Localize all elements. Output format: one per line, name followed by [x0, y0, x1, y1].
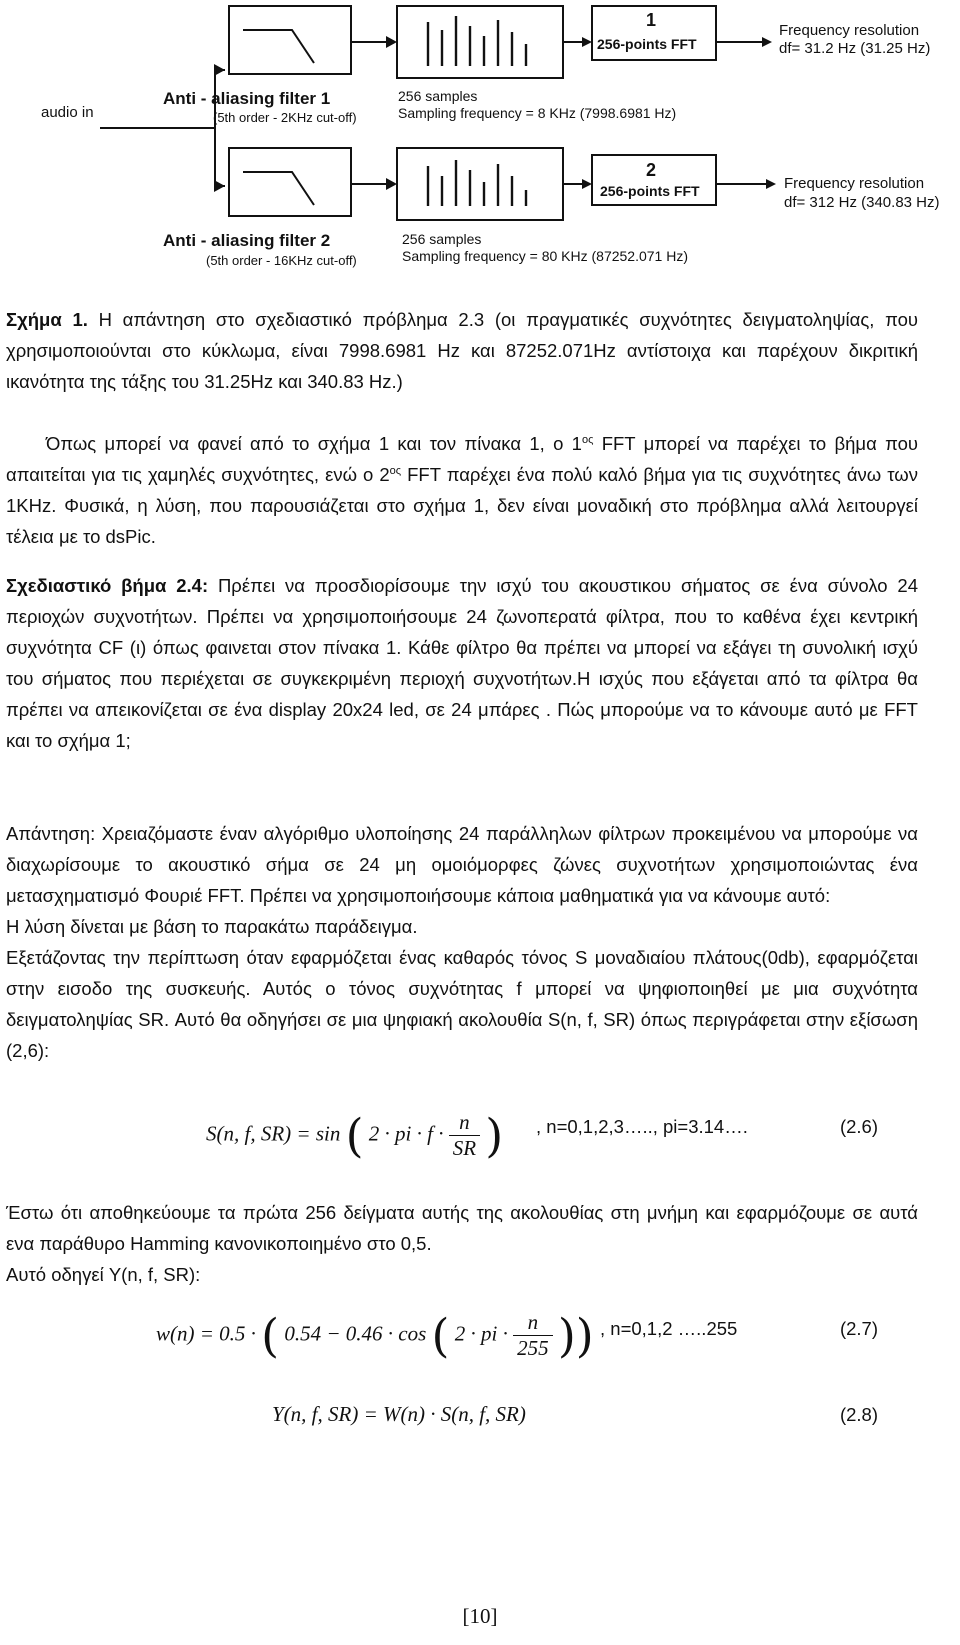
paragraph-design-step: [6, 570, 918, 756]
audio-in-label: audio in: [41, 104, 94, 121]
ordinal-sup-1: ος: [581, 433, 594, 446]
eq27-conditions: , n=0,1,2 …..255: [600, 1318, 738, 1339]
eq26-denominator: SR: [452, 1136, 477, 1160]
samples1-freq: Sampling frequency = 8 KHz (7998.6981 Hz): [398, 105, 677, 121]
eq28-expression: Y(n, f, SR) = W(n) · S(n, f, SR): [272, 1402, 526, 1426]
fft1-label: 256-points FFT: [597, 36, 697, 52]
resolution2-value: df= 312 Hz (340.83 Hz): [784, 194, 940, 211]
fft2-number: 2: [646, 160, 657, 180]
equation-2-8: [6, 1392, 918, 1452]
samples2-count: 256 samples: [402, 231, 482, 247]
design-step-text: Πρέπει να προσδιορίσουμε την ισχύ του ακουστικου σήματος σε ένα σύνολο 24 περιοχών συχνοτήτων. Πρέπει να χρησιμοποιήσουμε 24 ζωνοπερατά φίλτρα, που το καθένα έχει κεντρική συχνότητα CF (ι) όπως φαινεται στον πίνακα 1. Κάθε φίλτρο θα πρέπει να μπορεί να εξάγει τη συνολική ισχύ του σήματος που περιέχεται σε συγκεκριμένη περιοχή συχνοτήτων.Η ισχύς που εξάγεται από τα φίλτρα θα πρέπει να απεικονίζεται σε ένα display 20x24 led, σε 24 μπάρες . Πώς μπορούμε να το κάνουμε αυτό με FFT και το σχήμα 1;: [6, 575, 918, 751]
eq27-denominator: 255: [517, 1336, 549, 1360]
para1-part-a: Όπως μπορεί να φανεί από το σχήμα 1 και τον πίνακα 1, ο 1: [46, 433, 582, 454]
filter2-title: Anti - aliasing filter 2: [163, 231, 331, 250]
ordinal-sup-2: ος: [389, 464, 402, 477]
filter1-title: Anti - aliasing filter 1: [163, 89, 331, 108]
equation-2-6: S(n, f, SR) = sin ( 2 · pi · f · $\frac{n}{SR}$ ) , n=0,1,2,3….., pi=3.14…. (2.6): [206, 1108, 878, 1163]
paragraph-answer: [6, 818, 918, 1066]
design-step-label: Σχεδιαστικό βήμα 2.4:: [6, 575, 209, 596]
answer-text2: Εξετάζοντας την περίπτωση όταν εφαρμόζεται ένας καθαρός τόνος S μοναδιαίου πλάτους(0db), εφαρμόζεται στην εισοδο της συσκευής. Αυτός ο τόνος συχνότητας f μπορεί να ψηφιοποιηθεί με μια συχνότητα δειγματοληψίας SR. Αυτό θα οδηγήσει σε μια ψηφιακή ακολουθία S(n, f, SR) όπως περιγράφεται στην εξίσωση (2,6):: [6, 947, 918, 1061]
paragraph-hamming: [6, 1197, 918, 1290]
eq26-conditions: , n=0,1,2,3….., pi=3.14….: [536, 1116, 748, 1137]
answer-line2: Η λύση δίνεται με βάση το παρακάτω παράδειγμα.: [6, 916, 418, 937]
resolution1-title: Frequency resolution: [779, 22, 920, 39]
para1-part-b: FFT μπορεί να παρέχει το βήμα που απαιτείται για τις χαμηλές συχνότητες, ενώ ο 2: [6, 433, 919, 485]
eq28-number: (2.8): [839, 1404, 878, 1425]
resolution1-value: df= 31.2 Hz (31.25 Hz): [779, 40, 931, 57]
hamming-line2: Αυτό οδηγεί Y(n, f, SR):: [6, 1264, 201, 1285]
eq27-inner2: 2 · pi ·: [454, 1321, 508, 1346]
fft2-label: 256-points FFT: [600, 183, 700, 199]
eq26-numerator: n: [449, 1110, 480, 1136]
eq27-number: (2.7): [839, 1318, 878, 1339]
eq27-numerator: n: [513, 1310, 553, 1336]
samples1-count: 256 samples: [398, 88, 478, 104]
samples2-freq: Sampling frequency = 80 KHz (87252.071 Hz): [402, 248, 688, 264]
block-diagram: [0, 0, 960, 280]
fft1-number: 1: [646, 10, 657, 30]
caption-label: Σχήμα 1.: [6, 309, 88, 330]
eq26-number: (2.6): [839, 1116, 878, 1137]
page-number: [10]: [462, 1604, 498, 1628]
filter1-subtitle: (5th order - 2KHz cut-off): [213, 110, 357, 125]
equation-2-7: w(n) = 0.5 · ( 0.54 − 0.46 · cos ( 2 · pi · $\frac{n}{255}$ )) , n=0,1,2 …..255 (2.7): [156, 1308, 878, 1363]
caption-text: Η απάντηση στο σχεδιαστικό πρόβλημα 2.3 (οι πραγματικές συχνότητες δειγματοληψίας, που χρησιμοποιούνται στο κύκλωμα, είναι 7998.6981 Hz και 87252.071Hz αντίστοιχα και παρέχουν δικριτική ικανότητα της τάξης του 31.25Hz και 340.83 Hz.): [6, 309, 918, 392]
eq26-inner: 2 · pi · f ·: [368, 1121, 444, 1146]
resolution2-title: Frequency resolution: [784, 175, 925, 192]
paragraph-fft-explanation: [6, 428, 918, 552]
filter2-subtitle: (5th order - 16KHz cut-off): [206, 253, 357, 268]
eq27-lhs: w(n) = 0.5 ·: [156, 1321, 256, 1346]
eq26-lhs: S(n, f, SR) = sin: [206, 1121, 341, 1146]
eq27-inner: 0.54 − 0.46 · cos: [284, 1321, 427, 1346]
answer-text: Απάντηση: Χρειαζόμαστε έναν αλγόριθμο υλοποίησης 24 παράλληλων φίλτρων προκειμένου να μπορούμε να διαχωρίσουμε το ακουστικό σήμα σε 24 μη ομοιόμορφες ζώνες συχνοτήτων χρησιμοποιώντας ένα μετασχηματισμό Φουριέ FFT. Πρέπει να χρησιμοποιήσουμε κάποια μαθηματικά για να κάνουμε αυτό:: [6, 823, 918, 906]
para1-part-c: FFT παρέχει ένα πολύ καλό βήμα για τις συχνότητες άνω των 1KHz. Φυσικά, η λύση, που παρουσιάζεται στο σχήμα 1, δεν είναι μοναδική στο πρόβλημα αλλά λειτουργεί τέλεια με το dsPic.: [6, 464, 918, 547]
hamming-text: Έστω ότι αποθηκεύουμε τα πρώτα 256 δείγματα αυτής της ακολουθίας στη μνήμη και εφαρμόζουμε σε αυτά ενα παράθυρο Hamming κανονικοποιημένο στο 0,5.: [6, 1202, 918, 1254]
figure-caption: [6, 304, 918, 397]
